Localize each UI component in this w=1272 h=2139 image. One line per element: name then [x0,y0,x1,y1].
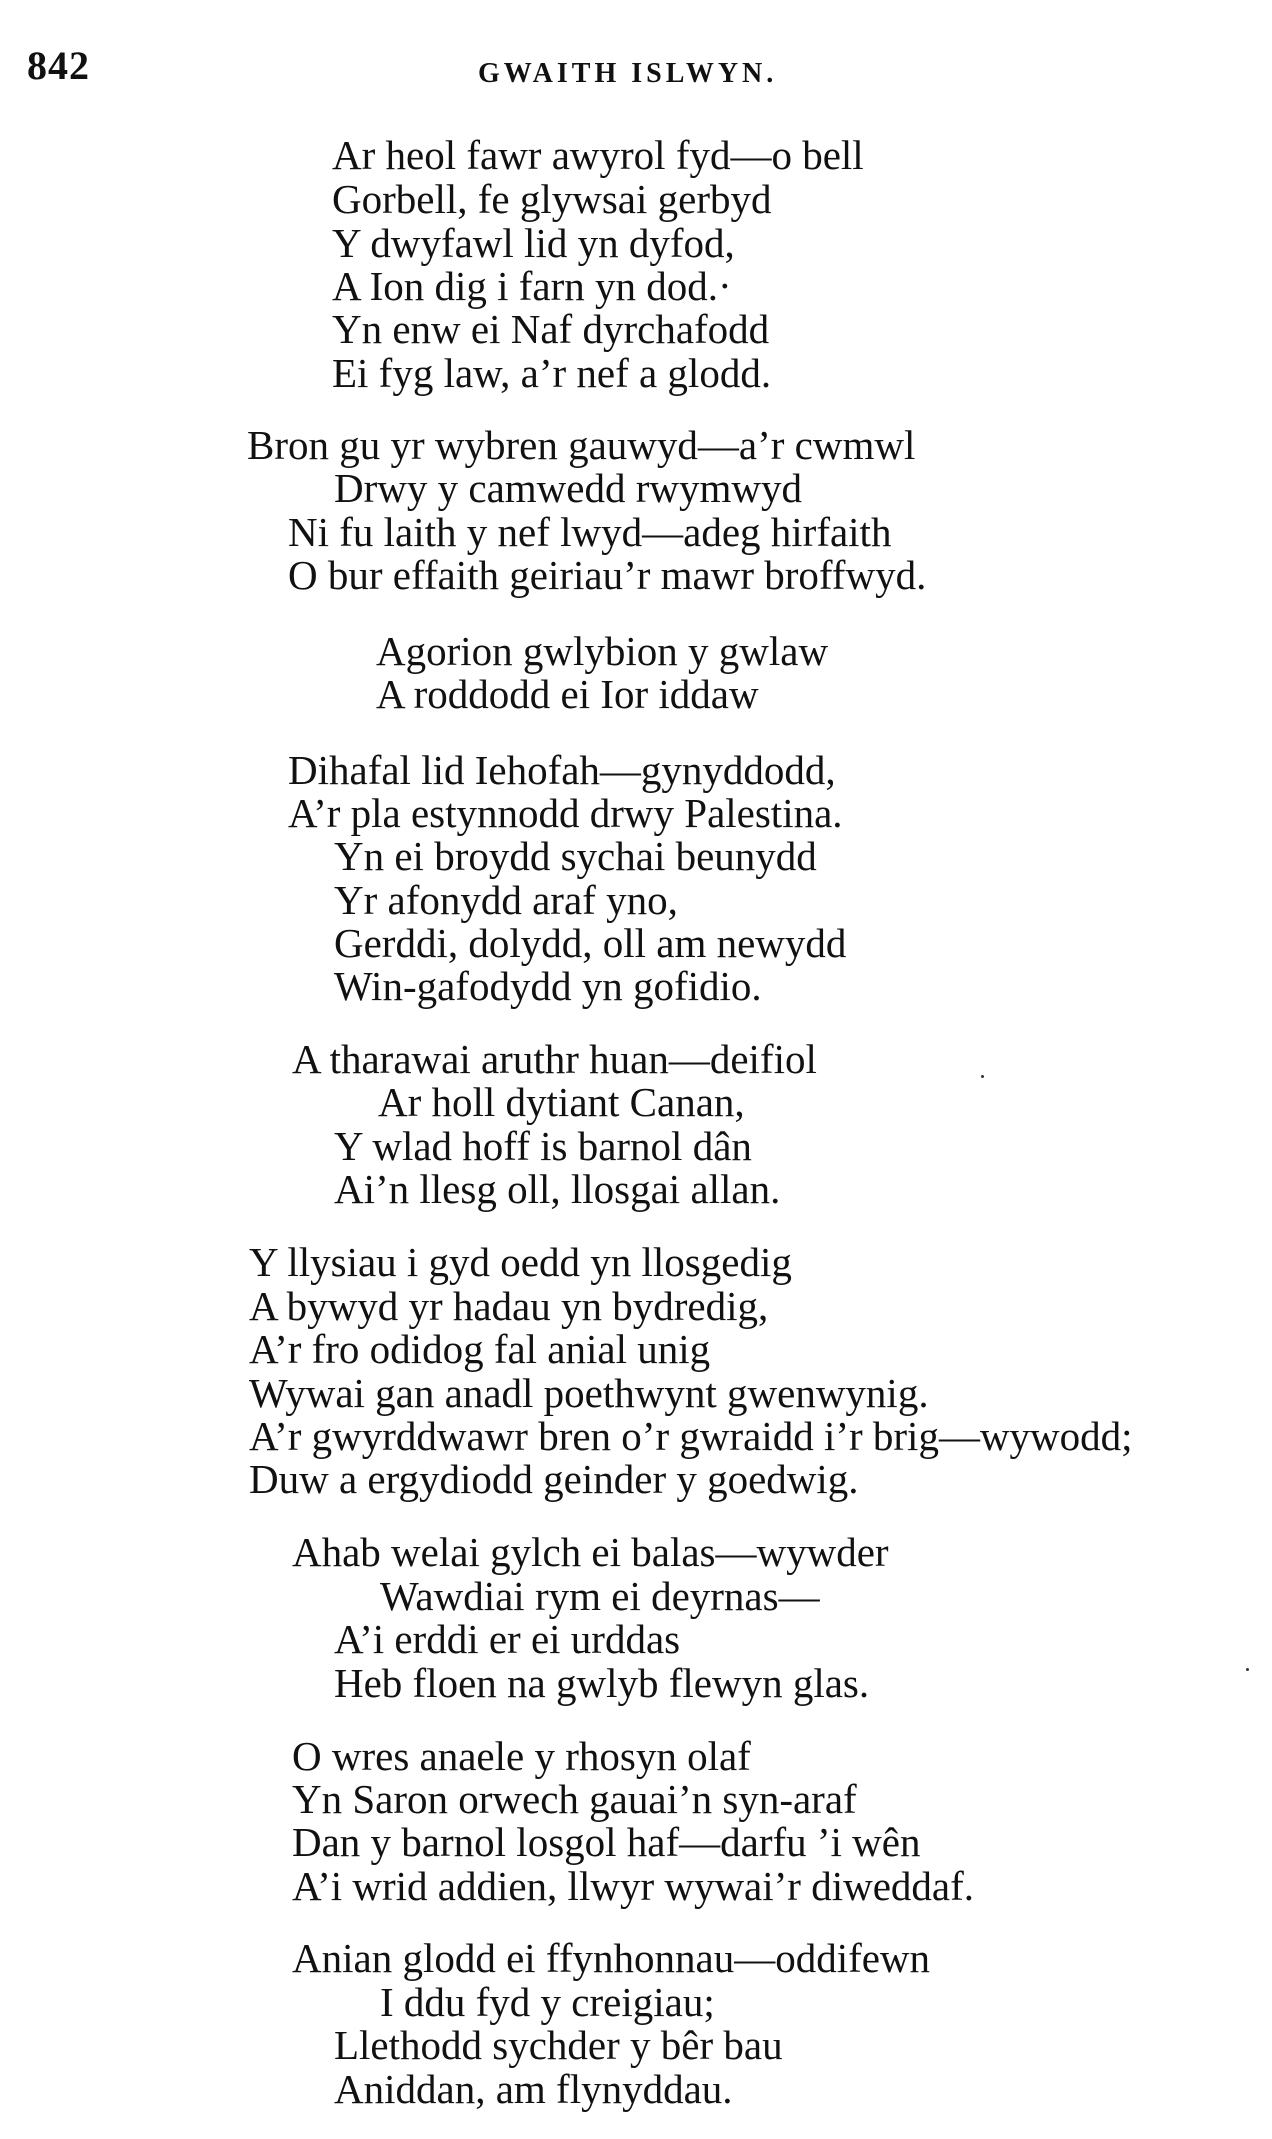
verse-line: Bron gu yr wybren gauwyd—a’r cwmwl [247,422,916,468]
verse-line: A tharawai aruthr huan—deifiol [292,1036,817,1082]
verse-line: A Ion dig i farn yn dod.· [332,263,732,309]
print-speck [981,1075,984,1078]
verse-line: Dihafal lid Iehofah—gynyddodd, [288,747,836,793]
running-head: GWAITH ISLWYN. [478,58,778,89]
verse-line: O bur effaith geiriau’r mawr broffwyd. [288,552,927,598]
verse-line: Ar holl dytiant Canan, [378,1079,745,1125]
verse-line: Win-gafodydd yn gofidio. [334,963,762,1009]
verse-line: Agorion gwlybion y gwlaw [376,628,829,674]
print-speck [1246,1668,1249,1671]
verse-line: A’r fro odidog fal anial unig [249,1326,711,1372]
page-number: 842 [27,43,90,88]
verse-line: A’r gwyrddwawr bren o’r gwraidd i’r brig—wywodd; [249,1413,1133,1459]
verse-line: Gerddi, dolydd, oll am newydd [334,920,847,966]
verse-line: A’i wrid addien, llwyr wywai’r diweddaf. [292,1863,975,1909]
verse-line: Llethodd sychder y bêr bau [334,2022,783,2068]
verse-line: Wawdiai rym ei deyrnas— [380,1573,820,1619]
verse-line: Yn Saron orwech gauai’n syn-araf [292,1776,857,1822]
verse-line: Ni fu laith y nef lwyd—adeg hirfaith [288,509,892,555]
verse-line: I ddu fyd y creigiau; [380,1979,715,2025]
verse-line: Ahab welai gylch ei balas—wywder [292,1529,889,1575]
verse-line: A’i erddi er ei urddas [334,1616,681,1662]
verse-line: Y dwyfawl lid yn dyfod, [332,220,735,266]
verse-line: Yn ei broydd sychai beunydd [334,833,817,879]
verse-line: Dan y barnol losgol haf—darfu ’i wên [292,1819,921,1865]
verse-line: O wres anaele y rhosyn olaf [292,1733,751,1779]
verse-line: A roddodd ei Ior iddaw [376,671,759,717]
verse-line: Wywai gan anadl poethwynt gwenwynig. [249,1370,929,1416]
verse-line: Ar heol fawr awyrol fyd—o bell [332,132,864,178]
verse-line: Y llysiau i gyd oedd yn llosgedig [249,1239,792,1285]
verse-line: Anian glodd ei ffynhonnau—oddifewn [292,1935,931,1981]
verse-line: Ei fyg law, a’r nef a glodd. [332,350,772,396]
verse-line: A’r pla estynnodd drwy Palestina. [288,790,843,836]
verse-line: Aniddan, am flynyddau. [334,2066,733,2112]
verse-line: Heb floen na gwlyb flewyn glas. [334,1660,870,1706]
verse-line: Ai’n llesg oll, llosgai allan. [334,1166,781,1212]
verse-line: Y wlad hoff is barnol dân [334,1123,752,1169]
verse-line: Yn enw ei Naf dyrchafodd [332,306,770,352]
verse-line: Yr afonydd araf yno, [334,877,678,923]
verse-line: Drwy y camwedd rwymwyd [334,465,802,511]
verse-line: Duw a ergydiodd geinder y goedwig. [249,1456,859,1502]
verse-line: Gorbell, fe glywsai gerbyd [332,176,772,222]
verse-line: A bywyd yr hadau yn bydredig, [249,1283,769,1329]
